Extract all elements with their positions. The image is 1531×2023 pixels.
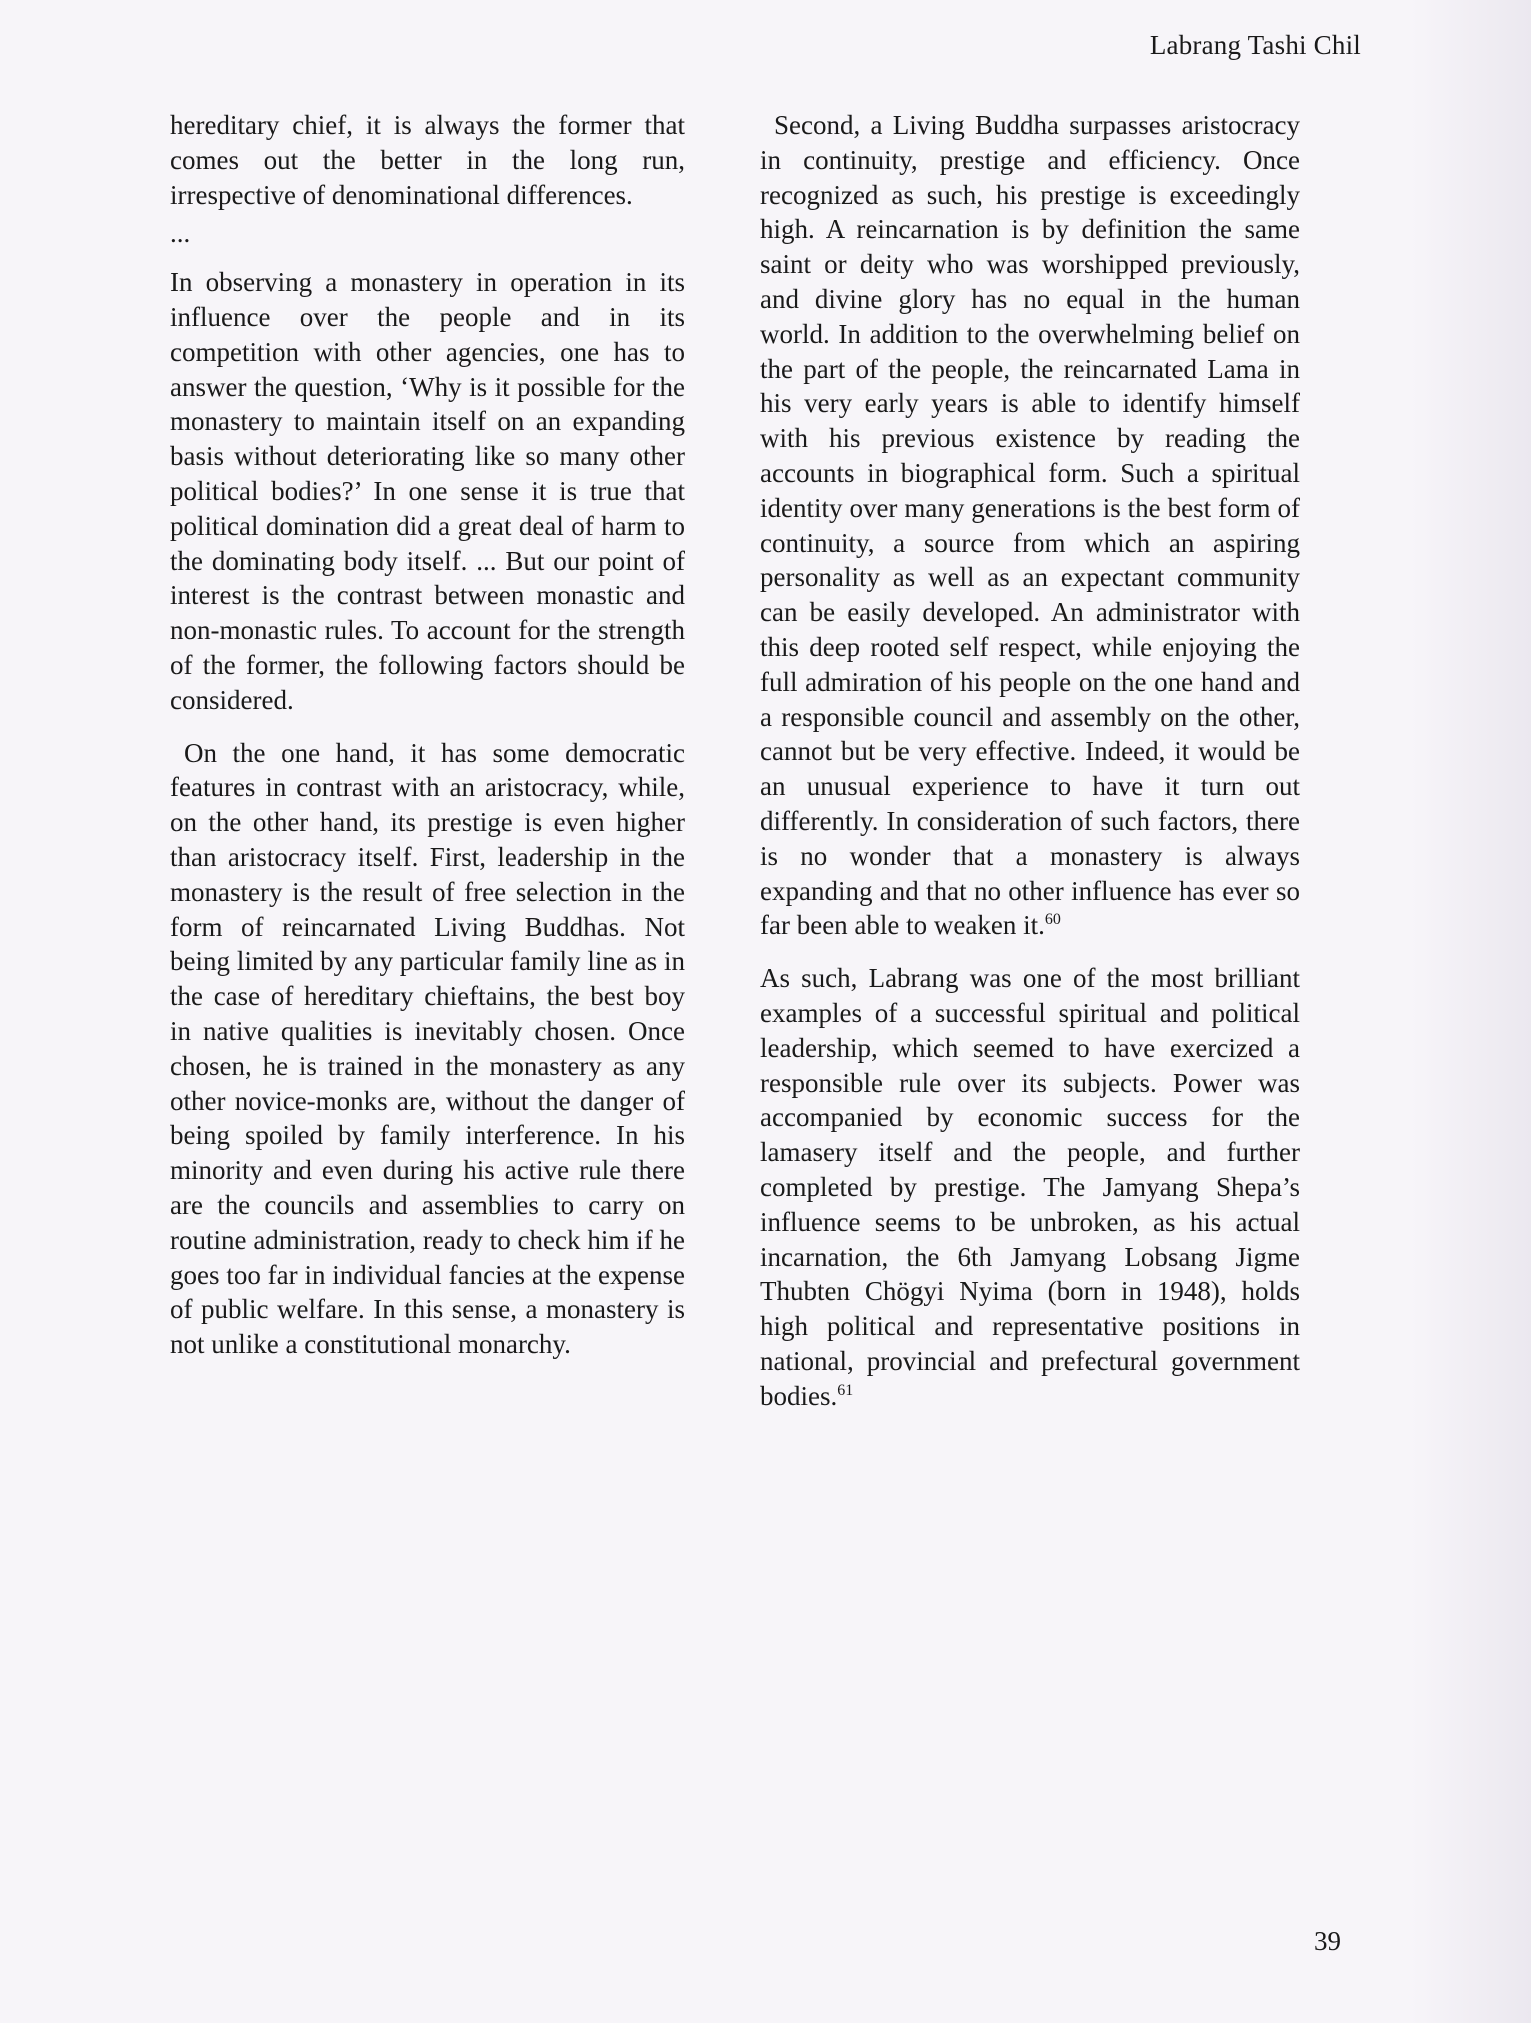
footnote-ref-61: 61 — [837, 1381, 854, 1399]
paragraph-living-buddha-text: Second, a Living Buddha surpasses aristocracy in continuity, prestige and efficiency. Once recognized as such, his prestige is exceedingly high. A reincarnation is by definition the same saint or deity who was worshipped previously, and divine glory has no equal in the human world. In addition to the overwhelming belief on the part of the people, the reincarnated Lama in his very early years is able to identify himself with his previous existence by reading the accounts in biographical form. Such a spiritual identity over many generations is the best form of continuity, a source from which an aspiring personality as well as an expectant community can be easily developed. An administrator with this deep rooted self respect, while enjoying the full admiration of his people on the one hand and a responsible council and assembly on the other, cannot but be very effective. Indeed, it would be an unusual experience to have it turn out differently. In consideration of such factors, there is no wonder that a monastery is always expanding and that no other influence has ever so far been able to weaken it. — [760, 110, 1300, 941]
page-edge-shadow — [1411, 0, 1531, 2023]
paragraph-democratic-features: On the one hand, it has some democratic features in contrast with an aristocracy, while, on the other hand, its prestige is even higher than aristocracy itself. First, leadership in the monastery is the result of free selection in the form of reincarnated Living Buddhas. Not being limited by any particular family line as in the case of hereditary chieftains, the best boy in native qualities is inevitably chosen. Once chosen, he is trained in the monastery as any other novice-monks are, without the danger of being spoiled by family interference. In his minority and even during his active rule there are the councils and assemblies to carry on routine administration, ready to check him if he goes too far in individual fancies at the expense of public welfare. In this sense, a monastery is not unlike a constitutional monarchy. — [170, 737, 685, 1360]
page-number: 39 — [1314, 1926, 1341, 1956]
ellipsis: ... — [170, 218, 191, 249]
footnote-ref-60: 60 — [1044, 911, 1061, 929]
paragraph-labrang-leadership-text: As such, Labrang was one of the most brilliant examples of a successful spiritual and political leadership, which seemed to have exercized a responsible rule over its subjects. Power was accompanied by economic success for the lamasery itself and the people, and further completed by prestige. The Jamyang Shepa’s influence seems to be unbroken, as his actual incarnation, the 6th Jamyang Lobsang Jigme Thubten Chögyi Nyima (born in 1948), holds high political and representative positions in national, provincial and prefectural government bodies. — [760, 963, 1300, 1411]
paragraph-monastery-question: In observing a monastery in operation in its influence over the people and in its competition with other agencies, one has to answer the question, ‘Why is it possible for the monastery to maintain itself on an expanding basis without deteriorating like so many other political bodies?’ In one sense it is true that political domination did a great deal of harm to the dominating body itself. ... But our point of interest is the contrast between monastic and non-monastic rules. To account for the strength of the former, the following factors should be considered. — [170, 267, 685, 715]
running-title: Labrang Tashi Chil — [1149, 30, 1361, 60]
paragraph-continuation: hereditary chief, it is always the former that comes out the better in the long run, irrespective of denominational differences. — [170, 110, 685, 210]
paragraph-living-buddha — [760, 108, 1300, 943]
paragraph-labrang-leadership — [760, 961, 1300, 1413]
right-column — [760, 108, 1300, 1413]
left-column — [170, 108, 685, 1362]
